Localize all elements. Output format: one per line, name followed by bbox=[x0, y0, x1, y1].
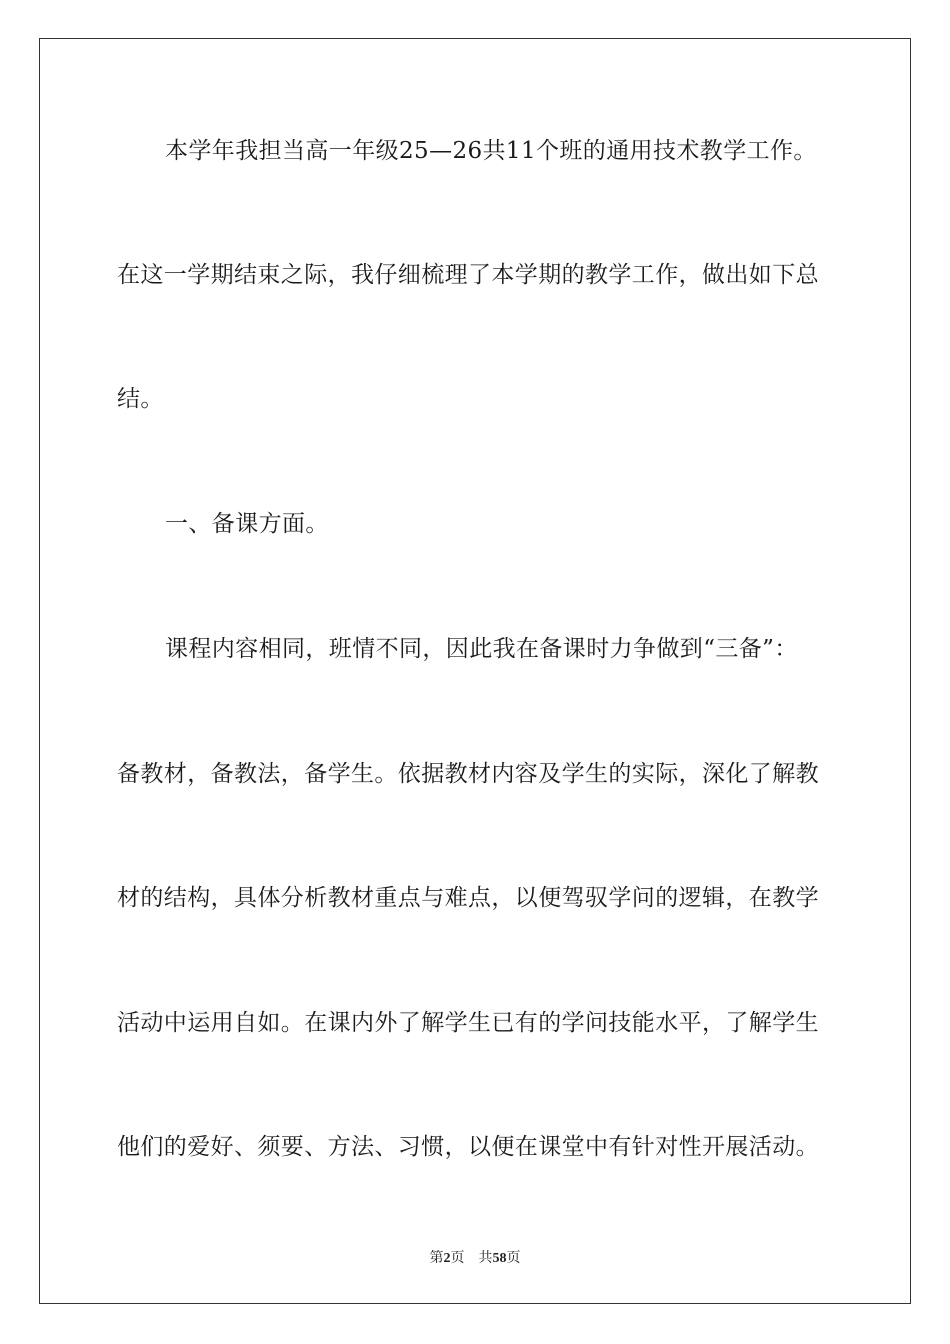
paragraph-line-1: 本学年我担当高一年级25—26共11个班的通用技术教学工作。 bbox=[165, 138, 817, 164]
page-suffix: 页 bbox=[450, 1250, 465, 1266]
page-footer bbox=[0, 1247, 950, 1267]
paragraph-line-3: 结。 bbox=[117, 386, 164, 412]
paragraph-line-7: 活动中运用自如。在课内外了解学生已有的学问技能水平，了解学生 bbox=[117, 1010, 819, 1036]
total-prefix: 共 bbox=[478, 1250, 493, 1266]
total-pages: 58 bbox=[492, 1251, 507, 1266]
page-prefix: 第 bbox=[429, 1250, 444, 1266]
paragraph-line-2: 在这一学期结束之际，我仔细梳理了本学期的教学工作，做出如下总 bbox=[117, 262, 819, 288]
total-suffix: 页 bbox=[506, 1250, 521, 1266]
paragraph-line-5: 备教材，备教法，备学生。依据教材内容及学生的实际，深化了解教 bbox=[117, 761, 819, 787]
paragraph-line-8: 他们的爱好、须要、方法、习惯，以便在课堂中有针对性开展活动。 bbox=[117, 1134, 819, 1160]
paragraph-line-4: 课程内容相同，班情不同，因此我在备课时力争做到“三备”： bbox=[165, 636, 798, 662]
paragraph-line-6: 材的结构，具体分析教材重点与难点，以便驾驭学问的逻辑，在教学 bbox=[117, 885, 819, 911]
section-heading: 一、备课方面。 bbox=[165, 511, 329, 537]
page-number: 2 bbox=[443, 1251, 451, 1266]
page-frame bbox=[39, 38, 911, 1304]
